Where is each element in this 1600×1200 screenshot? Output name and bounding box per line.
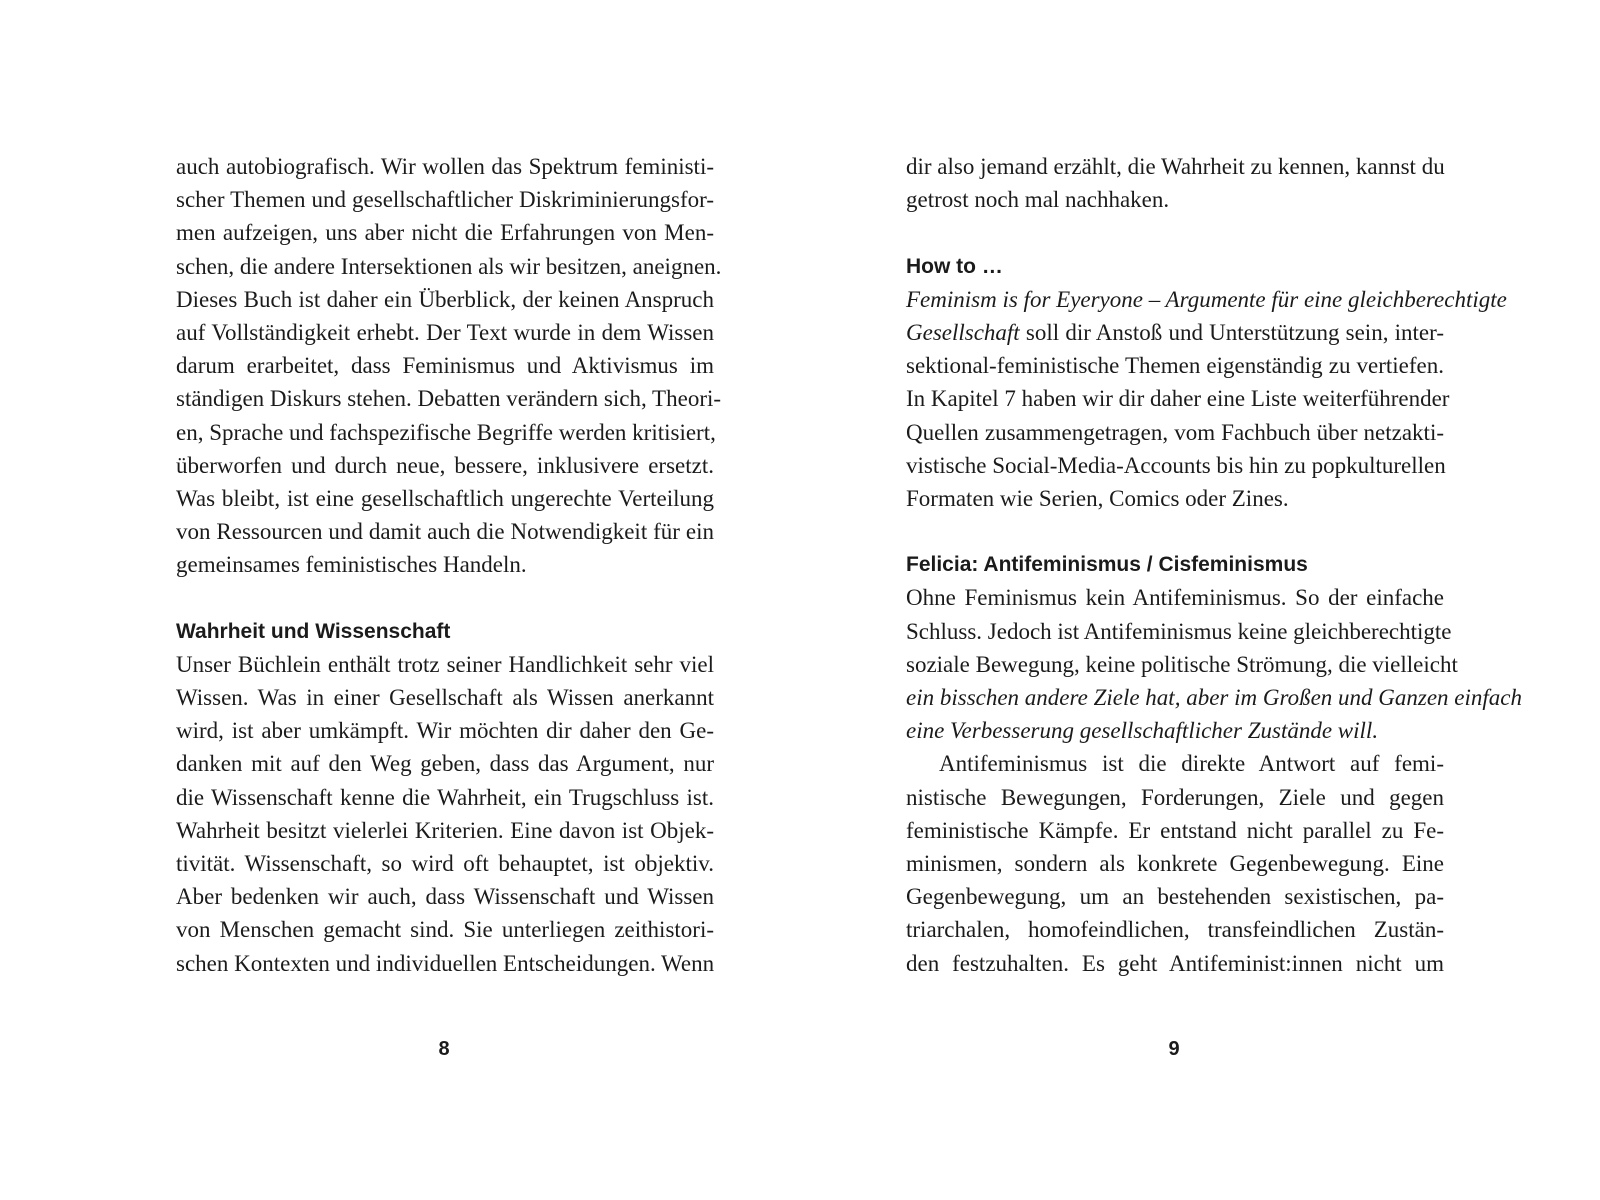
right-p3-line: Ohne Feminismus kein Antifeminismus. So der einfache [906,585,1444,611]
spacer [906,515,1444,548]
left-p1-line: ständigen Diskurs stehen. Debatten verändern sich, Theori- [176,386,722,412]
left-p2-line: Aber bedenken wir auch, dass Wissenschaft und Wissen [176,884,714,910]
right-page [906,150,1522,980]
right-p4-line: Antifeminismus ist die direkte Antwort auf femi- [939,751,1444,777]
howto-line: Quellen zusammengetragen, vom Fachbuch über netzakti- [906,419,1444,445]
left-p2-line: danken mit auf den Weg geben, dass das Argument, nur [176,751,714,777]
left-p1-line: überworfen und durch neue, bessere, inklusivere ersetzt. [176,452,714,478]
left-p2-line: Wahrheit besitzt vielerlei Kriterien. Eine davon ist Objek- [176,817,714,843]
page-number-right: 9 [1168,1038,1180,1060]
right-p3-italic-line: eine Verbesserung gesellschaftlicher Zustände will. [906,718,1379,744]
left-p1-line: darum erarbeitet, dass Feminismus und Aktivismus im [176,353,714,379]
left-p1-line: auch autobiografisch. Wir wollen das Spektrum feministi- [176,154,714,179]
right-p4-line: feministische Kämpfe. Er entstand nicht parallel zu Fe- [906,817,1444,843]
book-title-italic-cont: Gesellschaft [906,319,1020,345]
right-p4-line: triarchalen, homofeindlichen, transfeindlichen Zustän- [906,917,1444,943]
right-p3-italic-line: ein bisschen andere Ziele hat, aber im Großen und Ganzen einfach [906,685,1522,710]
howto-line: In Kapitel 7 haben wir dir daher eine Liste weiterführender [906,386,1450,412]
right-p4-line: minismen, sondern als konkrete Gegenbewegung. Eine [906,850,1444,876]
howto-line: sektional-feministische Themen eigenständig zu vertiefen. [906,353,1444,379]
section-heading-how-to: How to … [906,254,1003,278]
left-p2-line: wird, ist aber umkämpft. Wir möchten dir daher den Ge- [176,718,714,744]
right-p4-line: den festzuhalten. Es geht Antifeminist:innen nicht um [906,950,1444,976]
left-p2-line: schen Kontexten und individuellen Entscheidungen. Wenn [176,950,715,976]
spacer [906,216,1444,249]
left-p1-line: gemeinsames feministisches Handeln. [176,552,527,578]
howto-line-rest: soll dir Anstoß und Unterstützung sein, inter- [1019,319,1444,345]
right-p4-line: nistische Bewegungen, Forderungen, Ziele und gegen [906,784,1444,810]
right-p1-line: getrost noch mal nachhaken. [906,187,1170,213]
right-p1-line: dir also jemand erzählt, die Wahrheit zu kennen, kannst du [906,154,1445,179]
left-p1-line: schen, die andere Intersektionen als wir besitzen, aneignen. [176,253,722,279]
left-p1-line: Was bleibt, ist eine gesellschaftlich ungerechte Verteilung [176,485,714,511]
section-heading-felicia: Felicia: Antifeminismus / Cisfeminismus [906,553,1308,577]
left-p1-line: von Ressourcen und damit auch die Notwendigkeit für ein [176,519,714,545]
howto-line: vistische Social-Media-Accounts bis hin zu popkulturellen [906,452,1446,478]
left-p1-line: men aufzeigen, uns aber nicht die Erfahrungen von Men- [176,220,714,246]
left-p1-line: scher Themen und gesellschaftlicher Diskriminierungsfor- [176,187,714,213]
left-p2-line: tivität. Wissenschaft, so wird oft behauptet, ist objektiv. [176,850,714,876]
left-p1-line: Dieses Buch ist daher ein Überblick, der keinen Anspruch [176,286,714,312]
left-p1-line: en, Sprache und fachspezifische Begriffe werden kritisiert, [176,419,716,445]
page-number-left: 8 [438,1038,450,1060]
howto-line: Formaten wie Serien, Comics oder Zines. [906,485,1289,511]
left-p2-line: von Menschen gemacht sind. Sie unterliegen zeithistori- [176,917,714,943]
left-p2-line: Unser Büchlein enthält trotz seiner Handlichkeit sehr viel [176,651,714,677]
book-title-italic: Feminism is for Eyeryone – Argumente für eine gleichberechtigte [906,286,1507,312]
left-page [176,150,722,980]
spacer [176,581,714,614]
right-p4-line: Gegenbewegung, um an bestehenden sexistischen, pa- [906,884,1444,910]
left-p2-line: die Wissenschaft kenne die Wahrheit, ein Trugschluss ist. [176,784,714,810]
section-heading-wahrheit: Wahrheit und Wissenschaft [176,619,451,643]
right-p3-line: soziale Bewegung, keine politische Strömung, die vielleicht [906,651,1458,677]
left-p2-line: Wissen. Was in einer Gesellschaft als Wissen anerkannt [176,685,714,710]
left-p1-line: auf Vollständigkeit erhebt. Der Text wurde in dem Wissen [176,319,714,345]
howto-line [906,316,1444,349]
right-p3-line: Schluss. Jedoch ist Antifeminismus keine gleichberechtigte [906,618,1452,644]
